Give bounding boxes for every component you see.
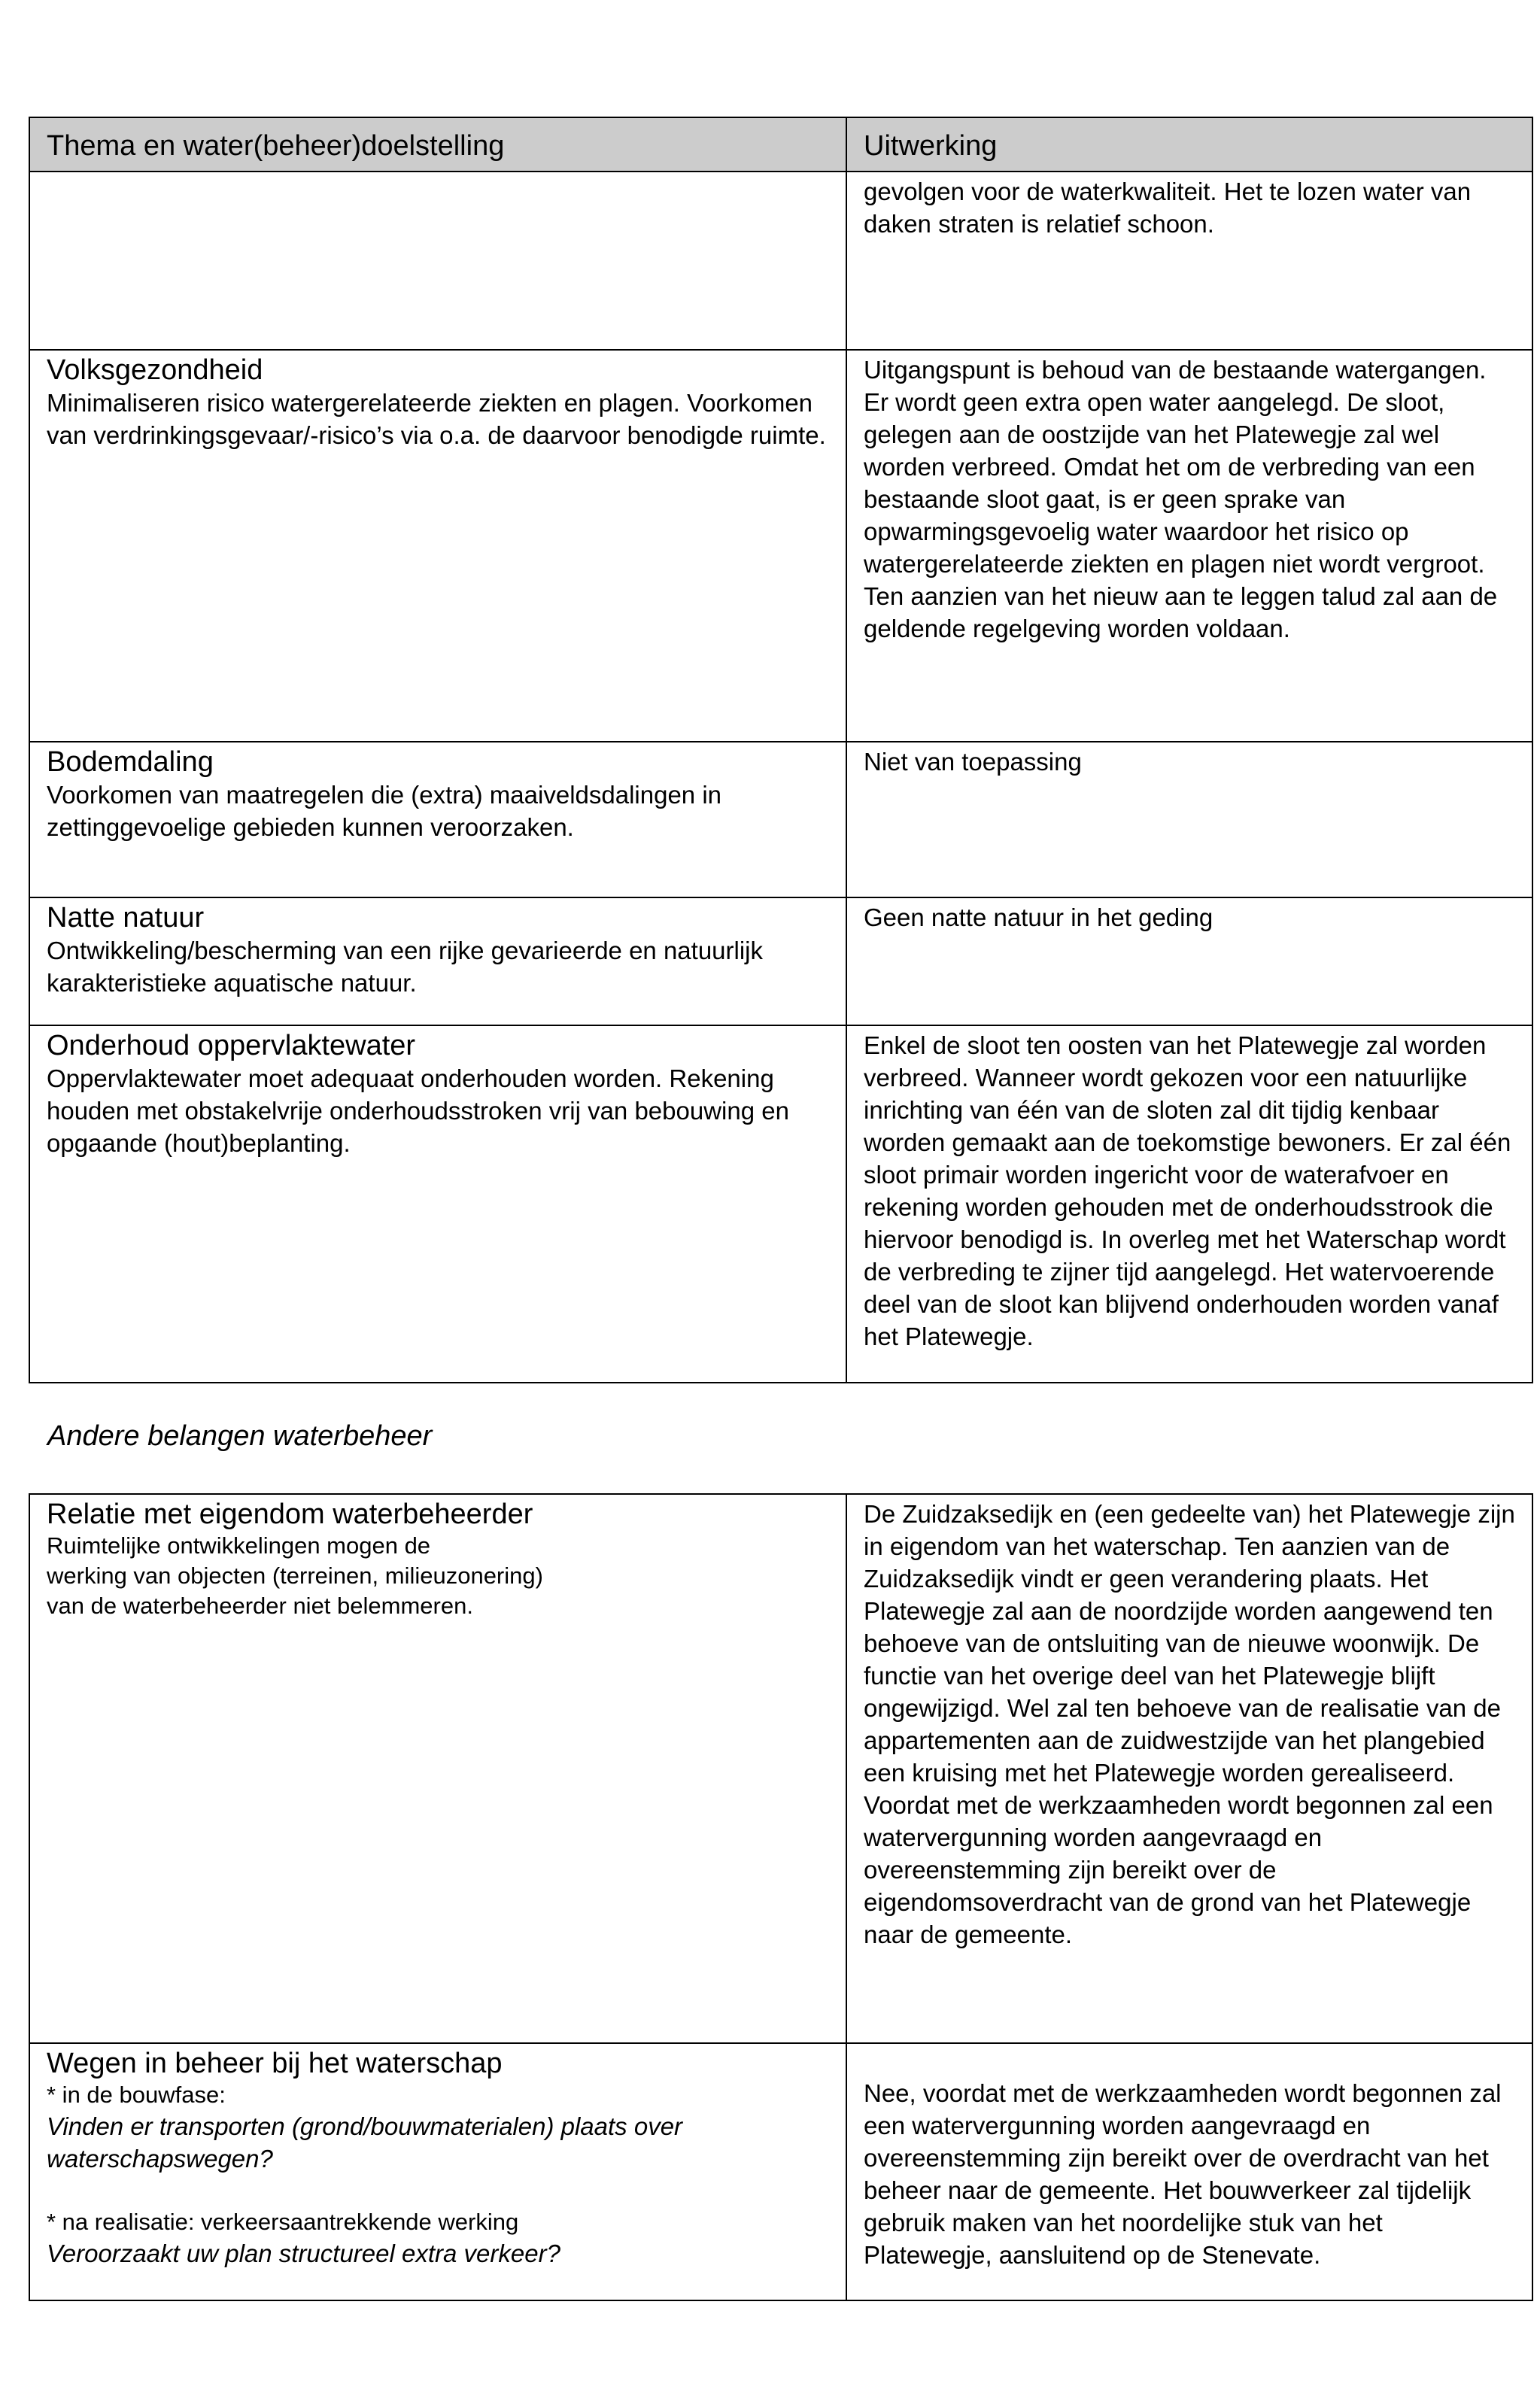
thema-cell: [29, 1025, 846, 1383]
theme-title: Relatie met eigendom waterbeheerder: [47, 1499, 533, 1530]
uitwerking-cell: Niet van toepassing: [846, 742, 1532, 897]
theme-description: Ontwikkeling/bescherming van een rijke gevarieerde en natuurlijk karakteristieke aquatische natuur.: [47, 937, 764, 997]
section-heading: Andere belangen waterbeheer: [47, 1420, 433, 1452]
theme-title: Volksgezondheid: [47, 354, 263, 386]
thema-cell: [29, 1494, 846, 2043]
uitwerking-cell: Nee, voordat met de werkzaamheden wordt begonnen zal een watervergunning worden aangevraagd en overeenstemming zijn bereikt over de overdracht van het beheer naar de gemeente. Het bouwverkeer zal tijdelijk gebruik maken van het noordelijke stuk van het Platewegje, aansluitend op de Stenevate.: [846, 2043, 1532, 2300]
table-row: [29, 1494, 1532, 2043]
uitwerking-cell: De Zuidzaksedijk en (een gedeelte van) het Platewegje zijn in eigendom van het waterschap. Ten aanzien van de Zuidzaksedijk vindt er geen verandering plaats. Het Platewegje zal aan de noordzijde worden aangewend ten behoeve van de ontsluiting van de nieuwe woonwijk. De functie van het overige deel van het Platewegje blijft ongewijzigd. Wel zal ten behoeve van de realisatie van de appartementen aan de zuidwestzijde van het plangebied een kruising met het Platewegje worden gerealiseerd. Voordat met de werkzaamheden wordt begonnen zal een watervergunning worden aangevraagd en overeenstemming zijn bereikt over de eigendomsoverdracht van de grond van het Platewegje naar de gemeente.: [846, 1494, 1532, 2043]
realisatie-label: * na realisatie: verkeersaantrekkende werking: [47, 2209, 519, 2235]
theme-description-line: Ruimtelijke ontwikkelingen mogen de: [47, 1532, 431, 1559]
thema-cell: [29, 2043, 846, 2300]
thema-cell: [29, 172, 846, 350]
theme-title: Onderhoud oppervlaktewater: [47, 1030, 416, 1061]
theme-title: Natte natuur: [47, 902, 205, 934]
uitwerking-cell: Uitgangspunt is behoud van de bestaande watergangen. Er wordt geen extra open water aangelegd. De sloot, gelegen aan de oostzijde van het Platewegje zal wel worden verbreed. Omdat het om de verbreding van een bestaande sloot gaat, is er geen sprake van opwarmingsgevoelig water waardoor het risico op watergerelateerde ziekten en plagen niet wordt vergroot. Ten aanzien van het nieuw aan te leggen talud zal aan de geldende regelgeving worden voldaan.: [846, 350, 1532, 742]
thema-cell: [29, 350, 846, 742]
theme-description-line: werking van objecten (terreinen, milieuzonering): [47, 1562, 543, 1589]
theme-description: Oppervlaktewater moet adequaat onderhouden worden. Rekening houden met obstakelvrije onderhoudsstroken vrij van bebouwing en opgaande (hout)beplanting.: [47, 1064, 789, 1157]
uitwerking-cell: Enkel de sloot ten oosten van het Platewegje zal worden verbreed. Wanneer wordt gekozen voor een natuurlijke inrichting van één van de sloten zal dit tijdig kenbaar worden gemaakt aan de toekomstige bewoners. Er zal één sloot primair worden ingericht voor de waterafvoer en rekening worden gehouden met de onderhoudsstrook die hiervoor benodigd is. In overleg met het Waterschap wordt de verbreding te zijner tijd aangelegd. Het watervoerende deel van de sloot kan blijvend onderhouden worden vanaf het Platewegje.: [846, 1025, 1532, 1383]
theme-description: Minimaliseren risico watergerelateerde ziekten en plagen. Voorkomen van verdrinkingsgevaar/-risico’s via o.a. de daarvoor benodigde ruimte.: [47, 389, 826, 449]
theme-description-line: van de waterbeheerder niet belemmeren.: [47, 1593, 473, 1619]
uitwerking-cell: gevolgen voor de waterkwaliteit. Het te lozen water van daken straten is relatief schoon.: [846, 172, 1532, 350]
table-row: [29, 1025, 1532, 1383]
uitwerking-cell: Geen natte natuur in het geding: [846, 897, 1532, 1025]
realisatie-question: Veroorzaakt uw plan structureel extra verkeer?: [47, 2239, 560, 2267]
table-header-row: [29, 117, 1532, 172]
bouwfase-question: Vinden er transporten (grond/bouwmaterialen) plaats over waterschapswegen?: [47, 2112, 683, 2173]
header-thema: Thema en water(beheer)doelstelling: [29, 117, 846, 172]
table-row: [29, 172, 1532, 350]
table-row: [29, 2043, 1532, 2300]
theme-title: Wegen in beheer bij het waterschap: [47, 2048, 503, 2079]
thema-cell: [29, 742, 846, 897]
thema-cell: [29, 897, 846, 1025]
table-row: [29, 897, 1532, 1025]
theme-description: Voorkomen van maatregelen die (extra) maaiveldsdalingen in zettinggevoelige gebieden kunnen veroorzaken.: [47, 781, 722, 841]
theme-title: Bodemdaling: [47, 746, 214, 778]
header-uitwerking: Uitwerking: [846, 117, 1532, 172]
water-table-1: [29, 117, 1533, 1383]
table-row: [29, 350, 1532, 742]
bouwfase-label: * in de bouwfase:: [47, 2082, 226, 2108]
table-row: [29, 742, 1532, 897]
water-table-2: [29, 1493, 1533, 2301]
